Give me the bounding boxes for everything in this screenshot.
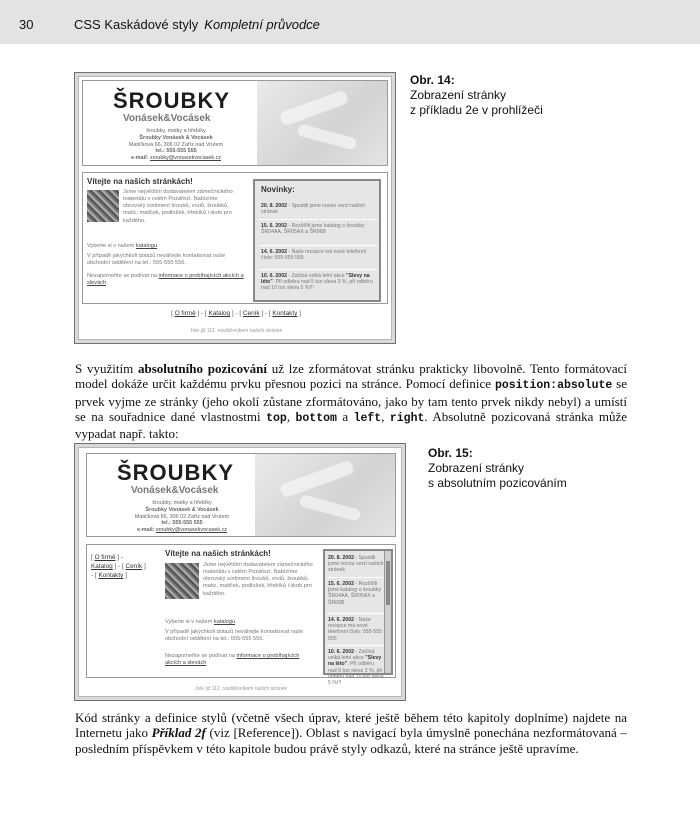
code-top: top [266,411,287,425]
address-line: Matičková 66, 306 02 Zaříz nad Vrutem [134,513,230,520]
news-title: Novinky: [261,185,295,194]
news-item [328,555,384,574]
news-date: 14. 6. 2002 [261,249,287,255]
nav-link-katalog[interactable]: Katalog [91,563,113,570]
news-date: 15. 6. 2002 [261,223,287,229]
figure-14-content-box [82,172,388,304]
nav-link-kontakty[interactable]: Kontakty [272,310,298,317]
welcome-heading: Vítejte na našich stránkách! [87,177,193,186]
news-date: 15. 6. 2002 [328,581,354,587]
news-separator [327,577,385,578]
news-date: 14. 6. 2002 [328,617,354,623]
nav-link-cenik[interactable]: Ceník [242,310,260,317]
contact-text: V případě jakýchkoli dotazů neváhejte kontaktovat naše obchodní oddělení na tel.: 555-555 556. [87,253,226,267]
figure-15-screenshot [74,443,406,701]
site-logo [113,88,230,114]
news-item [261,223,375,235]
promo-line [87,273,247,287]
nav-link-katalog[interactable]: Katalog [208,310,231,317]
running-header [0,0,700,44]
news-scrollbar-thumb[interactable] [386,561,390,605]
catalog-link[interactable]: katalogu [135,243,158,249]
para-text: , [286,408,296,424]
promo-pre: Nezapomeňte se podívat na [165,653,235,659]
screws-thumbnail [87,190,119,222]
address-email-line [101,155,251,162]
promo-pre: Nezapomeňte se podívat na [87,273,157,279]
catalog-line [87,243,247,250]
para-text: a [336,408,354,424]
intro-text [123,189,241,225]
news-text: . Při odběru nad 5 tun sleva 3 %, při odběru nad 10 tun sleva 5 %!!! [261,279,373,292]
figure-15-label: Obr. 15: [428,446,473,460]
nav-link-cenik[interactable]: Ceník [125,563,143,570]
address-line: šroubky, matky a hřebíky [152,500,212,506]
catalog-link[interactable]: katalogu [213,619,236,625]
para-text: už lze zformátovat stránku prakticky libovolně. Tento formátovací model dokáže určit každému prvku přesnou pozici na stránce. Pomocí definice [75,361,627,392]
news-highlight: "Slevy na léto" [261,273,370,286]
news-text: - Rozšířili jsme katalog o šroubky ŠR04AA, ŠR05AX a ŠR06B [328,581,382,606]
news-text: - Spustili jsme novou verzi našich stránek [261,203,366,216]
contact-text: V případě jakýchkoli dotazů neváhejte kontaktovat naše obchodní oddělení na tel.: 555-555 556. [165,629,304,643]
figure-15-caption-line: s absolutním pozicováním [428,476,567,490]
address-line: Šroubky Vonásek & Vocásek [145,506,219,513]
paragraph-example-reference [75,710,627,756]
address-line: Šroubky Vonásek & Vocásek [139,134,213,141]
figure-15-header-box [86,453,396,537]
news-date: 20. 8. 2002 [261,203,287,209]
news-separator [259,219,377,220]
address-line: Matičková 66, 306 02 Zaříz nad Vrutem [128,141,224,148]
figure-15-content-box [86,544,396,687]
site-subtitle: Vonásek&Vocásek [131,485,219,496]
news-box [253,179,381,302]
catalog-pre: Vyberte si v našem [165,619,213,625]
news-item [328,617,384,642]
site-logo-text: ŠROUBKY [117,460,235,485]
welcome-heading: Vítejte na našich stránkách! [165,549,271,558]
news-text: . Při odběru nad 5 tun sleva 3 %, při odběru nad 10 tun sleva 5 %!!! [328,661,384,687]
email-label: e-mail: [131,155,149,161]
promo-line [165,653,317,667]
para-bold-term: absolutního pozicování [137,361,267,376]
nav-link-o-firme[interactable]: O firmě [94,554,116,561]
news-text: - Začíná velká letní akce [288,273,345,279]
catalog-pre: Vyberte si v našem [87,243,135,249]
intro-text-content: Jsme největším dodavatelem zámečnického materiálu v celém Pozářezí. Nabízíme obrovský sortiment šroubů, vrutů, šroubků, matic, matiček, podložek, hřebíků i skob pro každého. [203,562,313,597]
figure-14-caption-line: Zobrazení stránky [410,88,507,102]
bolt-shape [299,494,362,522]
address-line: tel.: 555-555 555 [161,520,203,527]
code-position-absolute: position:absolute [494,379,613,393]
visitor-counter: Jste již 112. návštěvníkem našich stránek [190,328,282,334]
para-text: , [381,408,390,424]
news-highlight: "Slevy na léto" [328,655,382,668]
news-text: - Začíná velká letní akce [328,649,375,662]
figure-14-caption-line: z příkladu 2e v prohlížeči [410,103,543,117]
address-email-line [107,527,257,534]
intro-text-content: Jsme největším dodavatelem zámečnického materiálu v celém Pozářezí. Nabízíme obrovský sortiment šroubů, vrutů, šroubků, matic, matiček, podložek, hřebíků i skob pro každého. [123,189,233,224]
figure-14-header-box [82,80,388,166]
email-link[interactable]: sroubky@vonasekvocasek.cz [155,527,227,533]
news-separator [327,645,385,646]
paragraph-absolute-positioning [75,361,627,441]
news-item [261,249,375,261]
address-line: šroubky, matky a hřebíky [146,128,206,134]
book-subtitle: Kompletní průvodce [204,17,320,32]
intro-text [203,562,317,598]
news-separator [259,245,377,246]
catalog-line [165,619,317,626]
news-item [328,581,384,606]
figure-15-screw-photo [255,454,395,536]
code-left: left [353,411,382,425]
book-title [74,17,320,32]
promo-link[interactable]: informace o probíhajících akcích a slevách [87,273,244,287]
site-address [101,128,251,162]
code-right: right [389,411,425,425]
bolt-shape [296,123,357,150]
news-item [328,649,384,686]
book-title-text: CSS Kaskádové styly [74,17,199,32]
para-text: (viz [Reference]). Oblast s navigací byla úmyslně ponechána nezformátovaná – posledním příspěvkem v této kapitole budou právě styly odkazů, které na stránce ještě upravíme. [75,725,627,756]
site-address [107,500,257,534]
news-date: 10. 6. 2002 [328,649,354,655]
figure-15-nav: [ O firmě ] - Katalog ] - [ Ceník ] - [ Kontakty ] [91,554,146,579]
news-item [261,203,375,215]
page-number: 30 [19,17,34,32]
news-date: 10. 6. 2002 [261,273,287,279]
site-subtitle: Vonásek&Vocásek [123,113,211,124]
para-text: Kód stránky a definice stylů (včetně všech úprav, které ještě během této kapitoly doplníme) najdete na Internetu jako [75,710,627,741]
news-text: - Rozšířili jsme katalog o šroubky ŠR04AA, ŠR05AX a ŠR06B [261,223,365,236]
code-bottom: bottom [295,411,337,425]
figure-15-caption [428,446,567,491]
screws-thumbnail [165,563,199,599]
figure-14-label: Obr. 14: [410,73,455,87]
example-name: Příklad 2f [151,725,206,741]
news-scrollbar[interactable] [384,551,391,673]
news-text: - Spustili jsme novou verzi našich stránek [328,555,384,574]
site-logo [117,460,234,486]
email-link[interactable]: sroubky@vonasekvocasek.cz [149,155,221,161]
email-label: e-mail: [137,527,155,533]
figure-15-caption-line: Zobrazení stránky [428,461,525,475]
nav-link-kontakty[interactable]: Kontakty [98,572,124,579]
figure-14-screenshot [74,72,396,344]
site-logo-text: ŠROUBKY [113,88,231,113]
news-separator [327,613,385,614]
figure-14-screw-photo [257,81,387,165]
para-text: S využitím [75,361,138,376]
figure-14-page [78,76,392,340]
news-date: 20. 8. 2002 [328,555,354,561]
news-item [261,273,375,292]
figure-14-caption [410,73,543,118]
news-separator [259,269,377,270]
promo-link[interactable]: informace o probíhajících akcích a slevách [165,653,300,667]
bolt-shape [279,89,350,126]
news-text: - Naše recepce má nové telefonní číslo: 555-555 555 [328,617,382,642]
address-line: tel.: 555-555 555 [155,148,197,155]
para-text: . Absolutně pozicovaná stránka může vypadat např. takto: [75,408,627,442]
visitor-counter: Jste již 112. návštěvníkem našich stránek [195,686,287,692]
news-box-scrollable[interactable] [323,549,393,687]
news-text: - Naše recepce má nové telefonní číslo: 555-555 555 [261,249,367,262]
figure-14-nav: [ O firmě ] - [ Katalog ] - [ Ceník ] - [ Kontakty ] [171,310,301,317]
figure-15-page [78,447,402,697]
bolt-shape [279,459,355,498]
nav-link-o-firme[interactable]: O firmě [174,310,196,317]
para-text: se prvek vyjme ze stránky (jeho okolí zůstane zformátováno, jako by tam tento prvek nikdy nebyl) a umístí se na souřadnice dané vlastnostmi [75,376,627,424]
